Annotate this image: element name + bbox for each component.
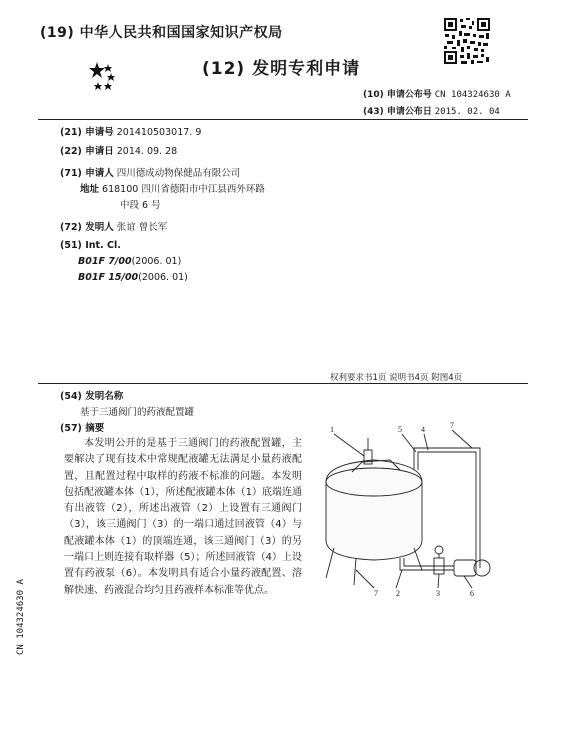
int-cl-label xyxy=(60,240,121,251)
inventors-value: 张谊 曾长军 xyxy=(116,222,168,233)
tank-figure xyxy=(304,420,504,598)
figure-label: 6 xyxy=(470,589,474,598)
address-line-2: 中段 6 号 xyxy=(120,200,161,211)
inventors xyxy=(60,219,167,233)
invention-title-label-text: (54) 发明名称 xyxy=(60,391,124,402)
invention-title-label xyxy=(60,388,123,402)
publication-date-label: (43) 申请公布日 xyxy=(363,107,432,117)
side-publication-number: CN 104324630 A xyxy=(16,579,26,655)
address xyxy=(80,181,265,195)
figure-label: 4 xyxy=(421,425,425,434)
int-cl-label-text: (51) Int. Cl. xyxy=(60,240,121,251)
publication-number-value: CN 104324630 A xyxy=(434,90,511,100)
publication-number xyxy=(363,87,511,100)
filing-date-value: 2014. 09. 28 xyxy=(116,146,178,157)
address-label: 地址 xyxy=(80,184,100,195)
figure-label: 7 xyxy=(450,421,454,430)
ipc-version: (2006. 01) xyxy=(138,272,188,283)
invention-title: 基于三通阀门的药液配置罐 xyxy=(80,407,195,418)
section-divider xyxy=(38,383,528,384)
filing-date-label: (22) 申请日 xyxy=(60,146,114,157)
office-name: (19) 中华人民共和国国家知识产权局 xyxy=(40,25,283,41)
application-number xyxy=(60,124,201,138)
publication-date-value: 2015. 02. 04 xyxy=(434,107,500,117)
figure-label: 2 xyxy=(396,589,400,598)
publication-date xyxy=(363,104,500,117)
ipc-entry xyxy=(78,272,188,283)
abstract-text: 本发明公开的是基于三通阀门的药液配置罐，主要解决了现有技术中常规配液罐无法满足小量药液配置，且配置过程中取样的药液不标准的问题。本发明包括配液罐本体（1），所述配液罐本体（1）底端连通有出液管（2），所述出液管（2）上设置有三通阀门（3），该三通阀门（3）的一端口通过回液管（4）与配液罐本体（1）的顶端连通，该三通阀门（3）的另一端口上则连接有取样器（5）；所述回液管（4）上设置有药液泵（6）。本发明具有适合小量药液配置、溶解快速、药液混合均匀且药液样本标准等优点。 xyxy=(64,438,302,596)
abstract-label xyxy=(60,420,104,434)
national-emblem-icon xyxy=(88,60,118,92)
ipc-version: (2006. 01) xyxy=(131,256,182,267)
publication-number-label: (10) 申请公布号 xyxy=(363,90,432,100)
qr-code-icon xyxy=(443,17,491,65)
address-line-1: 618100 四川省德阳市中江县西外环路 xyxy=(102,184,265,195)
figure-label: 3 xyxy=(436,589,440,598)
ipc-code: B01F 15/00 xyxy=(78,272,139,283)
filing-date xyxy=(60,143,177,157)
figure-label: 5 xyxy=(398,425,402,434)
applicant xyxy=(60,165,240,179)
header-divider xyxy=(38,119,528,120)
ipc-entry xyxy=(78,256,181,267)
document-type-title: (12) 发明专利申请 xyxy=(202,59,361,79)
page-count-info: 权利要求书1页 说明书4页 附图4页 xyxy=(330,373,463,383)
inventors-label: (72) 发明人 xyxy=(60,222,114,233)
application-number-label: (21) 申请号 xyxy=(60,127,114,138)
abstract-label-text: (57) 摘要 xyxy=(60,423,105,434)
ipc-code: B01F 7/00 xyxy=(78,256,132,267)
application-number-value: 201410503017. 9 xyxy=(116,127,202,138)
figure-label: 1 xyxy=(330,425,334,434)
figure-label: 7 xyxy=(374,589,378,598)
applicant-value: 四川德成动物保健品有限公司 xyxy=(116,168,241,179)
applicant-label: (71) 申请人 xyxy=(60,168,114,179)
